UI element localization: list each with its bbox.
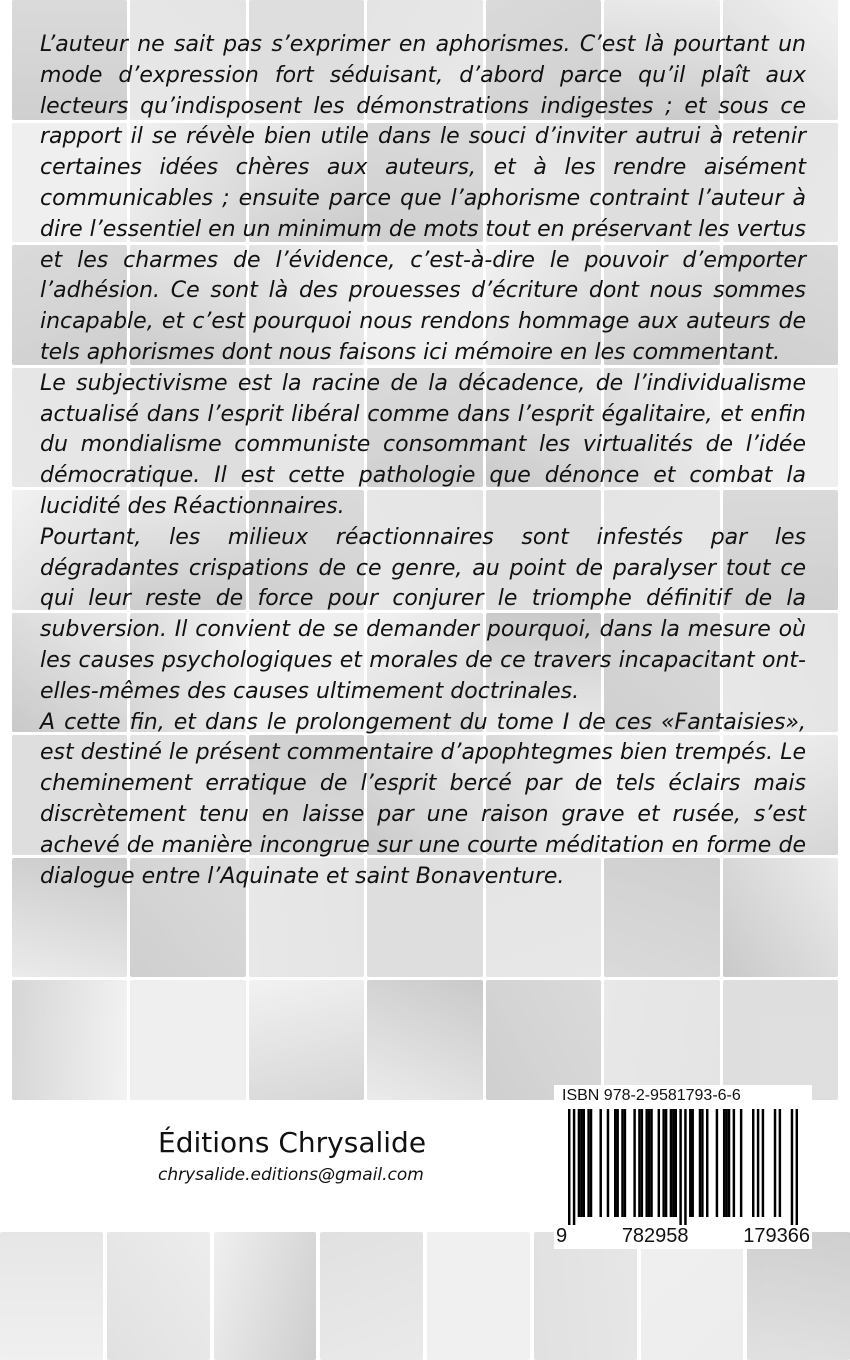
blurb-paragraph-4: A cette fin, et dans le prolongement du tome I de ces «Fantaisies», est destiné le présent commentaire d’apophtegmes bien trempés. Le cheminement erratique de l’esprit bercé par de tels éclairs mais discrètement tenu en laisse par une raison grave et rusée, s’est achevé de manière incongrue sur une courte méditation en forme de dialogue entre l’Aquinate et saint Bonaventure. xyxy=(40,709,806,889)
portrait-tile xyxy=(534,1232,637,1360)
publisher-block xyxy=(158,1125,426,1185)
barcode-bar xyxy=(774,1109,776,1217)
portrait-tile xyxy=(486,980,601,1100)
portrait-strip-bottom xyxy=(0,1232,850,1360)
blurb-paragraph-1: L’auteur ne sait pas s’exprimer en aphorismes. C’est là pourtant un mode d’expression fort séduisant, d’abord parce qu’il plaît aux lecteurs qu’indisposent les démonstrations indigestes ; et sous ce rapport il se révèle bien utile dans le souci d’inviter autrui à retenir certaines idées chères aux auteurs, et à les rendre aisément communicables ; ensuite parce que l’aphorisme contraint l’auteur à dire l’essentiel en un minimum de mots tout en préservant les vertus et les charmes de l’évidence, c’est-à-dire le pouvoir d’emporter l’adhésion. Ce sont là des prouesses d’écriture dont nous sommes incapable, et c’est pourquoi nous rendons hommage aux auteurs de tels aphorismes dont nous faisons ici mémoire en les commentant. xyxy=(40,32,806,365)
portrait-tile xyxy=(747,1232,850,1360)
barcode-bar xyxy=(740,1109,742,1217)
isbn-barcode xyxy=(554,1085,812,1249)
portrait-tile xyxy=(723,980,838,1100)
barcode-bar xyxy=(614,1109,616,1217)
barcode-bar xyxy=(641,1109,643,1217)
blurb-text xyxy=(40,30,806,892)
barcode-bar xyxy=(791,1109,793,1225)
portrait-tile xyxy=(130,980,245,1100)
barcode-bar xyxy=(580,1109,582,1217)
portrait-tile xyxy=(12,980,127,1100)
barcode-bar xyxy=(573,1109,575,1225)
barcode-bar xyxy=(779,1109,781,1217)
barcode-bar xyxy=(672,1109,674,1217)
publisher-email: chrysalide.editions@gmail.com xyxy=(158,1165,424,1185)
portrait-tile xyxy=(0,1232,103,1360)
portrait-tile xyxy=(320,1232,423,1360)
barcode-bar xyxy=(658,1109,660,1217)
barcode-bar xyxy=(716,1109,718,1217)
barcode-bar xyxy=(665,1109,667,1217)
barcode-bar xyxy=(675,1109,677,1217)
barcode-bar xyxy=(670,1109,672,1217)
barcode-bar xyxy=(633,1109,635,1217)
barcode-bar xyxy=(568,1109,570,1225)
ean-digits xyxy=(556,1225,810,1248)
blurb-paragraph-3: Pourtant, les milieux réactionnaires sont infestés par les dégradantes crispations de ce genre, au point de paralyser tout ce qui leur reste de force pour conjurer le triomphe définitif de la subversion. Il convient de se demander pourquoi, dans la mesure où les causes psychologiques et morales de ce travers incapacitant ont-elles-mêmes des causes ultimement doctrinales. xyxy=(40,524,806,704)
barcode-bar xyxy=(728,1109,730,1217)
barcode-bar xyxy=(621,1109,623,1217)
barcode-bar xyxy=(662,1109,664,1217)
barcode-bar xyxy=(725,1109,727,1217)
barcode-bar xyxy=(684,1109,686,1225)
blurb-paragraph-2: Le subjectivisme est la racine de la décadence, de l’individualisme actualisé dans l’esprit libéral comme dans l’esprit égalitaire, et enfin du mondialisme communiste consommant les virtualités de l’idée démocratique. Il est cette pathologie que dénonce et combat la lucidité des Réactionnaires. xyxy=(40,370,806,519)
barcode-bar xyxy=(645,1109,647,1217)
barcode-bar xyxy=(701,1109,703,1217)
barcode-bar xyxy=(699,1109,701,1217)
ean-group-right: 179366 xyxy=(743,1225,810,1247)
barcode-bar xyxy=(679,1109,681,1225)
barcode-bar xyxy=(638,1109,640,1217)
barcode-bar xyxy=(733,1109,735,1217)
barcode-bar xyxy=(578,1109,580,1217)
barcode-bar xyxy=(583,1109,585,1217)
barcode-bar xyxy=(590,1109,592,1217)
barcode-bar xyxy=(650,1109,652,1217)
barcode-bars xyxy=(568,1109,798,1225)
portrait-tile xyxy=(214,1232,317,1360)
barcode-bar xyxy=(752,1109,754,1217)
barcode-bar xyxy=(796,1109,798,1225)
ean-group-left: 782958 xyxy=(621,1225,689,1247)
barcode-bar xyxy=(757,1109,759,1217)
portrait-tile xyxy=(249,980,364,1100)
barcode-bar xyxy=(762,1109,764,1217)
portrait-tile xyxy=(107,1232,210,1360)
barcode-bar xyxy=(706,1109,708,1217)
portrait-tile xyxy=(427,1232,530,1360)
barcode-bar xyxy=(599,1109,601,1217)
portrait-tile xyxy=(641,1232,744,1360)
publisher-name: Éditions Chrysalide xyxy=(158,1126,427,1159)
barcode-bar xyxy=(689,1109,691,1217)
barcode-bar xyxy=(587,1109,589,1217)
barcode-bar xyxy=(607,1109,609,1217)
barcode-bar xyxy=(648,1109,650,1217)
portrait-tile xyxy=(604,980,719,1100)
ean-first-digit: 9 xyxy=(556,1225,568,1247)
isbn-label: ISBN 978-2-9581793-6-6 xyxy=(562,1087,741,1104)
portrait-tile xyxy=(367,980,482,1100)
barcode-bar xyxy=(624,1109,626,1217)
barcode-bar xyxy=(691,1109,693,1217)
barcode-bar xyxy=(723,1109,725,1217)
barcode-bar xyxy=(616,1109,618,1217)
